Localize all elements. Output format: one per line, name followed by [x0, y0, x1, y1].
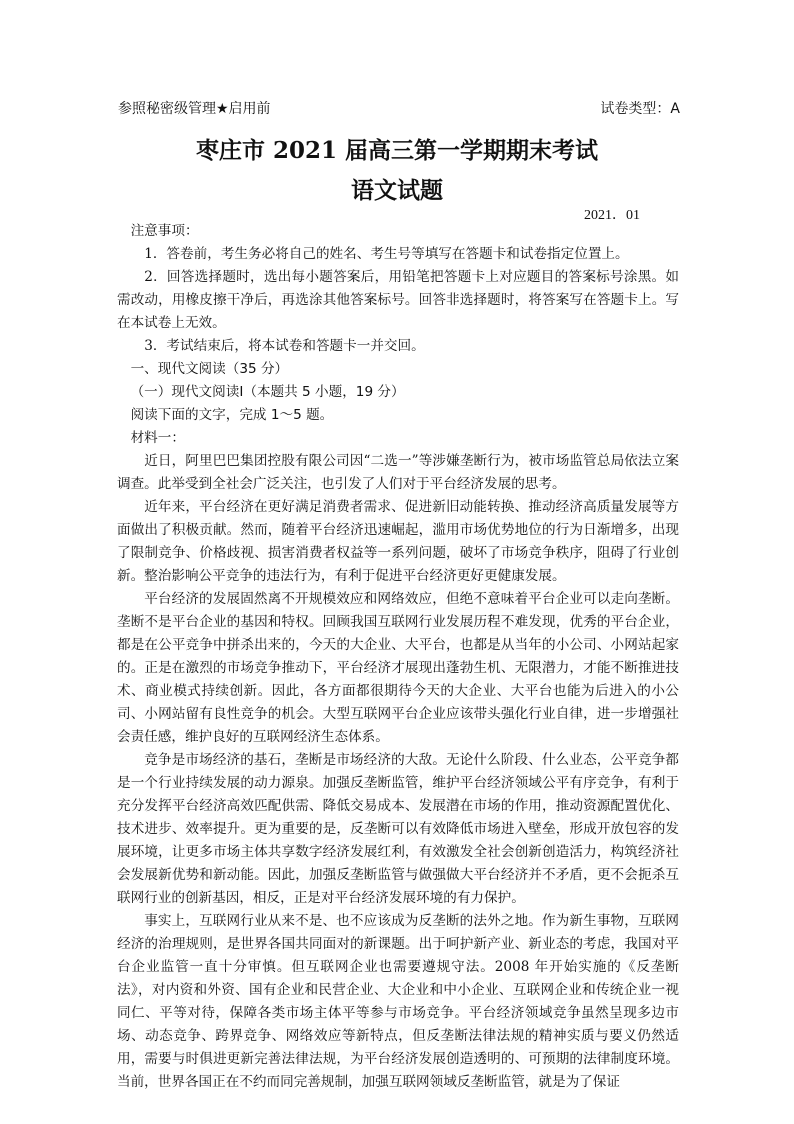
sub-section-title: （一）现代文阅读Ⅰ（本题共 5 小题，19 分）	[130, 384, 405, 400]
paper-type-label: 试卷类型：A	[600, 101, 680, 117]
exam-title: 枣庄市 2021 届高三第一学期期末考试	[195, 137, 599, 164]
reading-instruction: 阅读下面的文字，完成 1～5 题。	[130, 407, 334, 423]
part-title: 一、现代文阅读（35 分）	[130, 361, 289, 377]
exam-date: 2021．01	[584, 208, 640, 223]
paragraph-2: 近年来，平台经济在更好满足消费者需求、促进新旧动能转换、推动经济高质量发展等方面做出了积极贡献。然而，随着平台经济迅速崛起，滥用市场优势地位的行为日渐增多，出现了限制竞争、价格歧视、损害消费者权益等一系列问题，破坏了市场竞争秩序，阻碍了行业创新。整治影响公平竞争的违法行为，有利于促进平台经济更好更健康发展。	[117, 499, 679, 584]
confidentiality-label: 参照秘密级管理★启用前	[118, 101, 271, 117]
notice-item-2: 2．回答选择题时，选出每小题答案后，用铅笔把答题卡上对应题目的答案标号涂黑。如需改动，用橡皮擦干净后，再选涂其他答案标号。回答非选择题时，将答案写在答题卡上。写在本试卷上无效。	[117, 269, 679, 331]
exam-body	[117, 220, 679, 1094]
notice-item-1: 1．答卷前，考生务必将自己的姓名、考生号等填写在答题卡和试卷指定位置上。	[144, 246, 629, 262]
notice-item-3: 3．考试结束后，将本试卷和答题卡一并交回。	[144, 338, 425, 354]
paragraph-1: 近日，阿里巴巴集团控股有限公司因“二选一”等涉嫌垄断行为，被市场监管总局依法立案调查。此举受到全社会广泛关注，也引发了人们对于平台经济发展的思考。	[117, 453, 679, 492]
notice-heading: 注意事项：	[130, 223, 199, 239]
subject-title: 语文试题	[351, 177, 443, 204]
paragraph-4: 竞争是市场经济的基石，垄断是市场经济的大敌。无论什么阶段、什么业态，公平竞争都是一个行业持续发展的动力源泉。加强反垄断监管，维护平台经济领域公平有序竞争，有利于充分发挥平台经济高效匹配供需、降低交易成本、发展潜在市场的作用，推动资源配置优化、技术进步、效率提升。更为重要的是，反垄断可以有效降低市场进入壁垒，形成开放包容的发展环境，让更多市场主体共享数字经济发展红利，有效激发全社会创新创造活力，构筑经济社会发展新优势和新动能。因此，加强反垄断监管与做强做大平台经济并不矛盾，更不会扼杀互联网行业的创新基因，相反，正是对平台经济发展环境的有力保护。	[117, 752, 679, 906]
paragraph-5: 事实上，互联网行业从来不是、也不应该成为反垄断的法外之地。作为新生事物，互联网经济的治理规则，是世界各国共同面对的新课题。出于呵护新产业、新业态的考虑，我国对平台企业监管一直十分审慎。但互联网企业也需要遵规守法。2008 年开始实施的《反垄断法》，对内资和外资、国有企业和民营企业、大企业和中小企业、互联网企业和传统企业一视同仁、平等对待，保障各类市场主体平等参与市场竞争。平台经济领域竞争虽然呈现多边市场、动态竞争、跨界竞争、网络效应等新特点，但反垄断法律法规的精神实质与要义仍然适用，需要与时俱进更新完善法律法规，为平台经济发展创造透明的、可预期的法律制度环境。当前，世界各国正在不约而同完善规制，加强互联网领域反垄断监管，就是为了保证	[117, 913, 679, 1090]
paragraph-3: 平台经济的发展固然离不开规模效应和网络效应，但绝不意味着平台企业可以走向垄断。垄断不是平台企业的基因和特权。回顾我国互联网行业发展历程不难发现，优秀的平台企业，都是在公平竞争中拼杀出来的，今天的大企业、大平台，也都是从当年的小公司、小网站起家的。正是在激烈的市场竞争推动下，平台经济才展现出蓬勃生机、无限潜力，才能不断推进技术、商业模式持续创新。因此，各方面都很期待今天的大企业、大平台也能为后进入的小公司、小网站留有良性竞争的机会。大型互联网平台企业应该带头强化行业自律，进一步增强社会责任感，维护良好的互联网经济生态体系。	[117, 591, 679, 745]
material-label: 材料一：	[130, 430, 185, 446]
header-row	[118, 98, 680, 120]
